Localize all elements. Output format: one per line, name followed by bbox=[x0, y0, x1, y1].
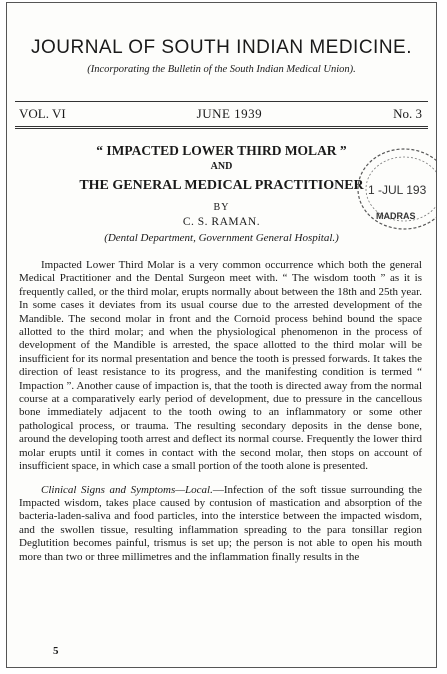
library-stamp bbox=[354, 139, 437, 239]
header-rule-bottom bbox=[15, 126, 428, 129]
issue-date: JUNE 1939 bbox=[196, 106, 263, 121]
stamp-date: 1 -JUL 193 bbox=[368, 183, 427, 197]
article-title-line1: “ IMPACTED LOWER THIRD MOLAR ” bbox=[96, 143, 347, 158]
article-title-and: AND bbox=[210, 161, 233, 172]
issue-number: No. 3 bbox=[393, 106, 422, 121]
volume-label: VOL. VI bbox=[19, 106, 66, 121]
page-number: 5 bbox=[53, 645, 59, 657]
paragraph-2-text: —Infection of the soft tissue surrounding the Impacted wisdom, takes place caused by contusion of mastication and absorption of the bacteria-laden-saliva and food particles, into the interstice between the impacted wisdom, and the swollen tissue, resulting inflammation spreading to the para tonsillar region Deglutition becomes painful, trismus is set up; the person is not able to open his mouth more than two or three millimetres and the inflammation finally results in the bbox=[19, 483, 422, 563]
author-name: C. S. RAMAN. bbox=[182, 216, 261, 228]
paragraph-1 bbox=[19, 259, 422, 474]
journal-page bbox=[6, 2, 437, 668]
stamp-seal-icon bbox=[354, 139, 437, 239]
paragraph-2 bbox=[19, 484, 422, 564]
author-affiliation: (Dental Department, Government General Hospital.) bbox=[104, 232, 339, 244]
paragraph-1-text: Impacted Lower Third Molar is a very common occurrence which both the general Medical Practitioner and the Dental Surgeon meet with. “ The wisdom tooth ” as it is frequently called, or the third molar, erupts normally about between the 18th and 25th year. In some cases it deviates from its usual course due to the arrested development of the Mandible. The second molar in front and the Cornoid process behind bound the space allotted to the third molar; and when the physiological phenomenon in the process of development of the Mandible is arrested, the space allotted to the third molar will be insufficient for its normal presentation and bence the tooth is pressed forwards. It takes the direction of least resistance to its progress, and the manifesting condition is termed “ Impaction ”. Another cause of impaction is, that the tooth is directed away from the normal course at a comparatively early period of development, due to pressure in the cancellous bone immediately adjacent to the tooth owing to an inflammatory or some other pathological process, or trauma. The resulting secondary deposits in the dense bone, around the developing tooth arrest and deflect its normal course. Frequently the lower third molar erupts until it comes in contact with the second molar, then stops on account of insufficient space, in which case a small portion of the tooth alone is presented. bbox=[19, 259, 422, 473]
article-title-line2: THE GENERAL MEDICAL PRACTITIONER bbox=[79, 178, 364, 193]
article-body bbox=[19, 259, 422, 564]
stamp-place: MADRAS bbox=[376, 211, 416, 221]
issue-row bbox=[7, 102, 436, 126]
section-heading-clinical-signs: Clinical Signs and Symptoms—Local. bbox=[41, 483, 213, 496]
byline-label: BY bbox=[213, 202, 230, 213]
journal-title: JOURNAL OF SOUTH INDIAN MEDICINE. bbox=[30, 37, 413, 58]
journal-subtitle: (Incorporating the Bulletin of the South Indian Medical Union). bbox=[87, 64, 356, 75]
